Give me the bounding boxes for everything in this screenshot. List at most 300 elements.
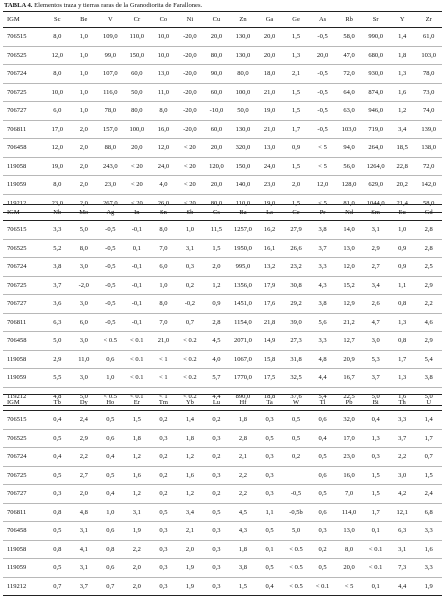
table-row: [3, 466, 442, 485]
value-cell: 1,4: [415, 411, 442, 430]
value-cell: 130,0: [230, 46, 257, 65]
value-cell: 874,0: [362, 83, 389, 102]
value-cell: 2,0: [71, 176, 98, 195]
value-cell: 140,0: [230, 176, 257, 195]
value-cell: 13,0: [336, 239, 363, 258]
value-cell: 13,2: [256, 258, 283, 277]
value-cell: 3,1: [177, 239, 204, 258]
value-cell: 2071,0: [230, 332, 257, 351]
value-cell: 20,0: [336, 559, 363, 578]
value-cell: 23,2: [283, 258, 310, 277]
value-cell: 2,8: [203, 313, 230, 332]
value-cell: < 1: [150, 387, 177, 406]
value-cell: < 20: [124, 194, 151, 213]
value-cell: 0,2: [203, 411, 230, 430]
value-cell: 3,7: [362, 369, 389, 388]
value-cell: 1,0: [389, 221, 416, 240]
value-cell: 31,8: [283, 350, 310, 369]
value-cell: 1,0: [97, 503, 124, 522]
value-cell: 930,0: [362, 65, 389, 84]
value-cell: 21,0: [150, 332, 177, 351]
value-cell: 21,0: [256, 83, 283, 102]
value-cell: 1,5: [283, 102, 310, 121]
value-cell: 20,0: [124, 139, 151, 158]
value-cell: 1,4: [389, 28, 416, 47]
value-cell: < 0.5: [97, 332, 124, 351]
value-cell: 8,0: [44, 65, 71, 84]
sample-id-cell: 706811: [3, 313, 44, 332]
value-cell: 320,0: [230, 139, 257, 158]
value-cell: 1,5: [124, 411, 151, 430]
value-cell: < 0.1: [362, 540, 389, 559]
table-row: [3, 332, 442, 351]
element-column-header: Ge: [292, 16, 300, 23]
value-cell: 128,0: [336, 176, 363, 195]
value-cell: 0,7: [97, 577, 124, 596]
element-column-header: Eu: [398, 209, 406, 216]
value-cell: < 0.1: [124, 332, 151, 351]
value-cell: 2,0: [177, 540, 204, 559]
value-cell: 1770,0: [230, 369, 257, 388]
value-cell: 0,6: [309, 503, 336, 522]
sample-id-cell: 706724: [3, 258, 44, 277]
element-column-header: La: [266, 209, 273, 216]
value-cell: 13,0: [256, 139, 283, 158]
value-cell: 243,0: [97, 157, 124, 176]
value-cell: 2,8: [230, 429, 257, 448]
trace-elements-table-1: [3, 11, 442, 213]
value-cell: 3,3: [309, 332, 336, 351]
value-cell: < 0.2: [177, 387, 204, 406]
value-cell: 2,2: [124, 540, 151, 559]
value-cell: < 5: [309, 194, 336, 213]
value-cell: 6,8: [415, 503, 442, 522]
value-cell: 2,9: [415, 332, 442, 351]
value-cell: 1,8: [389, 46, 416, 65]
value-cell: 94,0: [336, 139, 363, 158]
value-cell: -0,5: [97, 258, 124, 277]
value-cell: 0,2: [177, 276, 204, 295]
value-cell: 81,0: [336, 194, 363, 213]
value-cell: 8,0: [150, 102, 177, 121]
value-cell: < 0.2: [177, 350, 204, 369]
value-cell: 1,0: [71, 65, 98, 84]
element-column-header: U: [426, 399, 432, 406]
value-cell: 0,5: [44, 559, 71, 578]
value-cell: 80,0: [203, 194, 230, 213]
value-cell: 0,3: [256, 448, 283, 467]
value-cell: 0,8: [97, 540, 124, 559]
element-column-header: Sr: [372, 16, 379, 23]
value-cell: 0,4: [97, 485, 124, 504]
element-column-header: Be: [80, 16, 88, 23]
table-row: [3, 369, 442, 388]
value-cell: 264,0: [362, 139, 389, 158]
value-cell: 20,0: [203, 28, 230, 47]
value-cell: 139,0: [415, 120, 442, 139]
value-cell: 3,7: [309, 239, 336, 258]
value-cell: 1,5: [203, 239, 230, 258]
value-cell: 7,0: [336, 485, 363, 504]
value-cell: 120,0: [203, 157, 230, 176]
table-row: [3, 429, 442, 448]
value-cell: 1,5: [230, 577, 257, 596]
table-row: [3, 276, 442, 295]
value-cell: 267,0: [97, 194, 124, 213]
sample-id-cell: 119058: [3, 350, 44, 369]
value-cell: 2,0: [124, 559, 151, 578]
value-cell: 58,0: [336, 28, 363, 47]
value-cell: 2,0: [71, 157, 98, 176]
value-cell: 78,0: [97, 102, 124, 121]
table-row: [3, 313, 442, 332]
value-cell: 946,0: [362, 102, 389, 121]
value-cell: 0,3: [256, 411, 283, 430]
value-cell: 1,2: [203, 276, 230, 295]
value-cell: 1,5: [362, 485, 389, 504]
value-cell: -0,5: [309, 102, 336, 121]
value-cell: 100,0: [124, 120, 151, 139]
sample-id-cell: 706811: [3, 120, 44, 139]
value-cell: 1,2: [124, 448, 151, 467]
value-cell: 3,3: [415, 522, 442, 541]
value-cell: 3,1: [362, 221, 389, 240]
value-cell: 6,0: [150, 258, 177, 277]
value-cell: < 20: [124, 157, 151, 176]
value-cell: 2,7: [362, 258, 389, 277]
value-cell: 0,3: [203, 466, 230, 485]
value-cell: -0,5b: [283, 503, 310, 522]
value-cell: 5,0: [44, 332, 71, 351]
value-cell: < 0.5: [97, 387, 124, 406]
value-cell: 4,4: [309, 369, 336, 388]
sample-id-header: IGM: [7, 399, 20, 406]
value-cell: 72,0: [415, 157, 442, 176]
value-cell: -0,5: [309, 65, 336, 84]
value-cell: 0,3: [203, 429, 230, 448]
element-column-header: Cs: [213, 209, 220, 216]
value-cell: 39,0: [283, 313, 310, 332]
value-cell: 142,0: [415, 176, 442, 195]
value-cell: 3,8: [309, 295, 336, 314]
value-cell: 1154,0: [230, 313, 257, 332]
value-cell: 1,9: [177, 577, 204, 596]
sample-id-cell: 706525: [3, 429, 44, 448]
value-cell: < 0.1: [124, 369, 151, 388]
value-cell: 1,0: [71, 83, 98, 102]
element-column-header: Gd: [424, 209, 433, 216]
value-cell: 2,7: [71, 466, 98, 485]
value-cell: 1,3: [389, 369, 416, 388]
value-cell: 1,1: [389, 276, 416, 295]
value-cell: < 0.2: [177, 332, 204, 351]
value-cell: 0,9: [389, 258, 416, 277]
table-row: [3, 485, 442, 504]
value-cell: 1,6: [415, 540, 442, 559]
value-cell: 21,8: [256, 313, 283, 332]
value-cell: 12,0: [309, 176, 336, 195]
value-cell: 1,0: [71, 102, 98, 121]
value-cell: 1,5: [415, 466, 442, 485]
value-cell: 0,5: [309, 485, 336, 504]
value-cell: 5,4: [415, 350, 442, 369]
value-cell: 4,8: [71, 503, 98, 522]
value-cell: 0,4: [44, 411, 71, 430]
value-cell: 19,0: [256, 102, 283, 121]
value-cell: 1950,0: [230, 239, 257, 258]
value-cell: 2,1: [283, 65, 310, 84]
table-row: [3, 448, 442, 467]
value-cell: 8,0: [44, 176, 71, 195]
value-cell: 1257,0: [230, 221, 257, 240]
sample-id-header: IGM: [7, 209, 20, 216]
value-cell: 995,0: [230, 258, 257, 277]
value-cell: 11,0: [71, 350, 98, 369]
value-cell: 2,9: [415, 276, 442, 295]
element-column-header: Sc: [54, 16, 61, 23]
value-cell: 22,5: [336, 387, 363, 406]
value-cell: 8,0: [44, 28, 71, 47]
value-cell: 2,9: [362, 239, 389, 258]
value-cell: 680,0: [362, 46, 389, 65]
value-cell: 64,0: [336, 83, 363, 102]
value-cell: 1,7: [389, 350, 416, 369]
value-cell: 2,0: [71, 120, 98, 139]
element-column-header: Sn: [159, 209, 167, 216]
value-cell: 18,8: [256, 387, 283, 406]
value-cell: 3,0: [389, 466, 416, 485]
value-cell: -0,5: [97, 239, 124, 258]
value-cell: 20,0: [203, 176, 230, 195]
value-cell: 3,0: [71, 295, 98, 314]
value-cell: < 20: [177, 176, 204, 195]
value-cell: 1,1: [256, 503, 283, 522]
element-column-header: Cr: [133, 16, 141, 23]
value-cell: -20,0: [177, 120, 204, 139]
value-cell: 27,9: [283, 221, 310, 240]
value-cell: 0,4: [44, 448, 71, 467]
value-cell: 58,0: [415, 194, 442, 213]
trace-elements-table-3: [3, 394, 442, 596]
value-cell: 0,3: [44, 485, 71, 504]
value-cell: 18,0: [256, 65, 283, 84]
element-column-header: As: [318, 16, 327, 23]
value-cell: 3,3: [309, 258, 336, 277]
value-cell: 2,4: [415, 485, 442, 504]
value-cell: 3,4: [177, 503, 204, 522]
value-cell: 80,0: [124, 102, 151, 121]
value-cell: -20,0: [177, 28, 204, 47]
sample-id-cell: 706515: [3, 221, 44, 240]
sample-id-cell: 119059: [3, 559, 44, 578]
value-cell: 3,8: [415, 369, 442, 388]
value-cell: 110,0: [230, 194, 257, 213]
value-cell: 50,0: [124, 83, 151, 102]
caption-label: TABLA 4.: [4, 2, 33, 9]
value-cell: -2,0: [71, 276, 98, 295]
sample-id-cell: 706724: [3, 65, 44, 84]
value-cell: 11,0: [150, 83, 177, 102]
value-cell: 3,1: [71, 559, 98, 578]
value-cell: 16,0: [336, 466, 363, 485]
value-cell: 4,8: [44, 387, 71, 406]
element-column-header: Pr: [319, 209, 326, 216]
value-cell: 19,0: [256, 194, 283, 213]
value-cell: [283, 466, 310, 485]
value-cell: 0,5: [283, 411, 310, 430]
value-cell: 17,0: [44, 120, 71, 139]
element-column-header: Dy: [79, 399, 88, 406]
value-cell: 3,6: [44, 295, 71, 314]
value-cell: 0,5: [256, 522, 283, 541]
value-cell: 0,8: [44, 503, 71, 522]
value-cell: 3,4: [362, 276, 389, 295]
value-cell: 157,0: [97, 120, 124, 139]
value-cell: 0,5: [309, 448, 336, 467]
value-cell: 1,8: [124, 429, 151, 448]
value-cell: 21,2: [336, 313, 363, 332]
value-cell: 0,3: [203, 577, 230, 596]
value-cell: 4,6: [415, 313, 442, 332]
value-cell: 1,5: [283, 28, 310, 47]
value-cell: 0,3: [362, 448, 389, 467]
value-cell: 11,5: [203, 221, 230, 240]
value-cell: 0,5: [283, 429, 310, 448]
value-cell: 29,2: [283, 295, 310, 314]
value-cell: 2,2: [71, 448, 98, 467]
value-cell: 3,3: [415, 559, 442, 578]
value-cell: 4,0: [150, 176, 177, 195]
value-cell: < 20: [177, 194, 204, 213]
table-row: [3, 522, 442, 541]
value-cell: 1,2: [177, 448, 204, 467]
value-cell: -0,5: [309, 120, 336, 139]
value-cell: 110,0: [124, 28, 151, 47]
table-row: [3, 350, 442, 369]
value-cell: 12,0: [44, 46, 71, 65]
value-cell: 20,2: [389, 176, 416, 195]
element-column-header: Er: [133, 399, 140, 406]
value-cell: 0,3: [256, 466, 283, 485]
value-cell: 4,4: [389, 577, 416, 596]
value-cell: 150,0: [230, 157, 257, 176]
sample-id-cell: 706525: [3, 46, 44, 65]
value-cell: 80,0: [230, 65, 257, 84]
value-cell: 60,0: [124, 65, 151, 84]
value-cell: 10,0: [150, 46, 177, 65]
value-cell: 0,3: [203, 522, 230, 541]
value-cell: 0,3: [203, 540, 230, 559]
element-column-header: Y: [399, 16, 405, 23]
value-cell: 0,1: [362, 577, 389, 596]
value-cell: 3,3: [44, 221, 71, 240]
element-column-header: Tl: [319, 399, 326, 406]
value-cell: 0,9: [283, 139, 310, 158]
value-cell: 0,2: [203, 448, 230, 467]
value-cell: 12,1: [389, 503, 416, 522]
value-cell: 0,7: [177, 313, 204, 332]
value-cell: 0,2: [309, 540, 336, 559]
value-cell: 2,0: [283, 176, 310, 195]
element-column-header: Bi: [372, 399, 379, 406]
table-header-row: [3, 395, 442, 411]
value-cell: 1,7: [362, 503, 389, 522]
sample-id-cell: 706725: [3, 83, 44, 102]
value-cell: 0,6: [97, 559, 124, 578]
value-cell: 0,6: [97, 429, 124, 448]
value-cell: 30,8: [283, 276, 310, 295]
value-cell: 0,3: [150, 559, 177, 578]
value-cell: 0,8: [44, 540, 71, 559]
element-column-header: Zr: [425, 16, 432, 23]
value-cell: 138,0: [415, 139, 442, 158]
value-cell: 2,8: [415, 239, 442, 258]
value-cell: -0,5: [97, 221, 124, 240]
sample-id-cell: 706727: [3, 295, 44, 314]
value-cell: 5,6: [309, 313, 336, 332]
value-cell: 2,2: [230, 485, 257, 504]
value-cell: 0,7: [44, 577, 71, 596]
value-cell: 1,0: [177, 221, 204, 240]
value-cell: 16,1: [256, 239, 283, 258]
value-cell: 22,8: [389, 157, 416, 176]
value-cell: 2,4: [71, 411, 98, 430]
element-column-header: Zn: [239, 16, 247, 23]
value-cell: 3,8: [44, 258, 71, 277]
value-cell: 2,8: [415, 221, 442, 240]
value-cell: 3,1: [124, 503, 151, 522]
value-cell: 0,2: [203, 485, 230, 504]
value-cell: 12,9: [336, 295, 363, 314]
element-column-header: Hf: [239, 399, 247, 406]
trace-elements-table-2: [3, 204, 442, 406]
value-cell: < 0.1: [124, 387, 151, 406]
table-row: [3, 559, 442, 578]
value-cell: 99,0: [97, 46, 124, 65]
value-cell: 1,8: [230, 540, 257, 559]
sample-id-cell: 119212: [3, 194, 44, 213]
value-cell: 88,0: [97, 139, 124, 158]
value-cell: 21,0: [256, 120, 283, 139]
sample-id-cell: 119059: [3, 369, 44, 388]
element-column-header: Ga: [265, 16, 274, 23]
value-cell: < 0.2: [177, 369, 204, 388]
value-cell: 8,0: [71, 239, 98, 258]
value-cell: -20,0: [177, 102, 204, 121]
value-cell: 3,8: [309, 221, 336, 240]
value-cell: -0,5: [309, 28, 336, 47]
value-cell: 5,3: [362, 350, 389, 369]
value-cell: 60,0: [203, 83, 230, 102]
value-cell: < 5: [336, 577, 363, 596]
value-cell: 0,2: [150, 448, 177, 467]
value-cell: 1,5: [283, 157, 310, 176]
value-cell: 0,3: [256, 485, 283, 504]
element-column-header: V: [107, 16, 113, 23]
value-cell: 719,0: [362, 120, 389, 139]
value-cell: 0,2: [150, 411, 177, 430]
value-cell: 16,0: [150, 120, 177, 139]
value-cell: -0,5: [309, 83, 336, 102]
value-cell: 17,0: [336, 429, 363, 448]
value-cell: 17,5: [256, 369, 283, 388]
sample-id-header: IGM: [7, 16, 20, 23]
sample-id-cell: 706515: [3, 28, 44, 47]
value-cell: 1356,0: [230, 276, 257, 295]
value-cell: 1,0: [71, 28, 98, 47]
value-cell: 37,6: [283, 387, 310, 406]
value-cell: -20,0: [177, 83, 204, 102]
